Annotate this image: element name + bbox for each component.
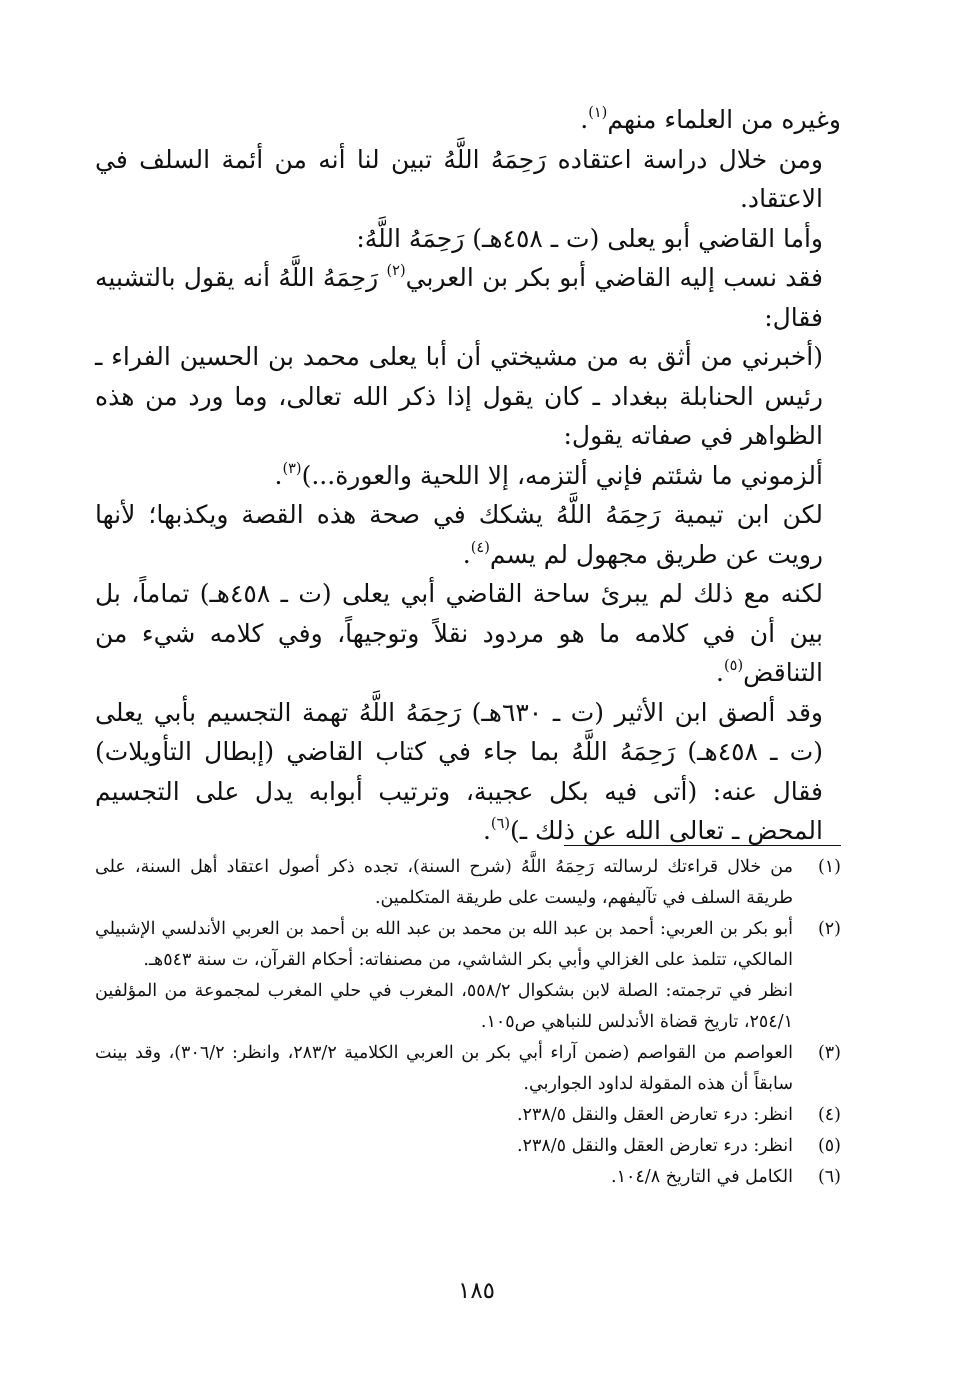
footnote-text: انظر: درء تعارض العقل والنقل ٢٣٨/٥. — [516, 1136, 793, 1156]
paragraph-6: ألزموني ما شئتم فإني ألتزمه، إلا اللحية والعورة...)$^{(٣)}$. — [274, 460, 823, 490]
footnote-text: انظر: درء تعارض العقل والنقل ٢٣٨/٥. — [516, 1105, 793, 1125]
footnotes — [95, 852, 841, 1193]
footnote-number: (٣) — [817, 1043, 841, 1063]
paragraph-5: (أخبرني من أثق به من مشيختي أن أبا يعلى محمد بن الحسين الفراء ـ رئيس الحنابلة ببغداد ـ كان يقول إذا ذكر الله تعالى، وما ورد من هذه الظواهر في صفاته يقول: — [95, 342, 823, 450]
paragraph-8: لكنه مع ذلك لم يبرئ ساحة القاضي أبي يعلى (ت ـ ٤٥٨هـ) تماماً، بل بين أن في كلامه ما هو مردود نقلاً وتوجيهاً، وفي كلامه شيء من التناقض$^{(٥)}$. — [95, 579, 823, 687]
footnote-number: (١) — [817, 857, 841, 877]
footnote-text: العواصم من القواصم (ضمن آراء أبي بكر بن العربي الكلامية ٢٨٣/٢، وانظر: ٣٠٦/٢)، وقد بينت سابقاً أن هذه المقولة لداود الجواربي. — [95, 1043, 793, 1094]
footnote-ref-6[interactable]: (٦) — [490, 816, 511, 833]
footnote-divider — [564, 845, 841, 846]
footnote-2-continued — [95, 976, 841, 1038]
footnote-2 — [95, 914, 841, 976]
paragraph-3: وأما القاضي أبو يعلى (ت ـ ٤٥٨هـ) رَحِمَهُ اللَّهُ: — [356, 223, 823, 253]
footnote-text: من خلال قراءتك لرسالته رَحِمَهُ اللَّهُ (شرح السنة)، تجده ذكر أصول اعتقاد أهل السنة، على طريقة السلف في تآليفهم، وليست على طريقة المتكلمين. — [95, 857, 793, 908]
footnote-number: (٤) — [817, 1105, 841, 1125]
footnote-ref-2[interactable]: (٢) — [386, 263, 406, 280]
footnote-number: (٥) — [817, 1136, 841, 1156]
footnote-ref-5[interactable]: (٥) — [724, 658, 744, 675]
paragraph-7: لكن ابن تيمية رَحِمَهُ اللَّهُ يشكك في صحة هذه القصة ويكذبها؛ لأنها رويت عن طريق مجهول لم يسم$^{(٤)}$. — [95, 500, 823, 569]
page-number: ١٨٥ — [457, 1278, 496, 1304]
paragraph-4: فقد نسب إليه القاضي أبو بكر بن العربي$^{(٢)}$ رَحِمَهُ اللَّهُ أنه يقول بالتشبيه فقال: — [95, 263, 824, 332]
footnote-3 — [95, 1038, 841, 1100]
footnote-5 — [95, 1131, 841, 1162]
footnote-text: الكامل في التاريخ ١٠٤/٨. — [611, 1167, 793, 1187]
footnote-ref-4[interactable]: (٤) — [470, 539, 490, 556]
footnote-text: انظر في ترجمته: الصلة لابن بشكوال ٥٥٨/٢، المغرب في حلي المغرب لمجموعة من المؤلفين ٢٥٤/١، تاريخ قضاة الأندلس للنباهي ص١٠٥. — [95, 981, 793, 1032]
paragraph-9: وقد ألصق ابن الأثير (ت ـ ٦٣٠هـ) رَحِمَهُ اللَّهُ تهمة التجسيم بأبي يعلى (ت ـ ٤٥٨هـ) رَحِمَهُ اللَّهُ بما جاء في كتاب القاضي (إبطال التأويلات) فقال عنه: (أتى فيه بكل عجيبة، وترتيب أبوابه يدل على التجسيم المحض ـ تعالى الله عن ذلك ـ)$^{(٦)}$. — [95, 697, 823, 845]
footnote-number: (٦) — [817, 1167, 841, 1187]
footnote-4 — [95, 1100, 841, 1131]
paragraph-1: وغيره من العلماء منهم$^{(١)}$. — [580, 105, 841, 134]
footnote-number: (٢) — [817, 919, 841, 939]
footnote-text: أبو بكر بن العربي: أحمد بن عبد الله بن محمد بن عبد الله بن أحمد بن العربي الأندلسي الإشبيلي المالكي، تتلمذ على الغزالي وأبي بكر الشاشي، من مصنفاته: أحكام القرآن، ت سنة ٥٤٣هـ. — [95, 919, 793, 970]
main-text — [95, 100, 841, 851]
footnote-6 — [95, 1162, 841, 1193]
paragraph-2: ومن خلال دراسة اعتقاده رَحِمَهُ اللَّهُ تبين لنا أنه من أئمة السلف في الاعتقاد. — [95, 144, 823, 213]
footnote-ref-1[interactable]: (١) — [588, 105, 608, 122]
footnote-ref-3[interactable]: (٣) — [282, 460, 302, 477]
footnote-1 — [95, 852, 841, 914]
